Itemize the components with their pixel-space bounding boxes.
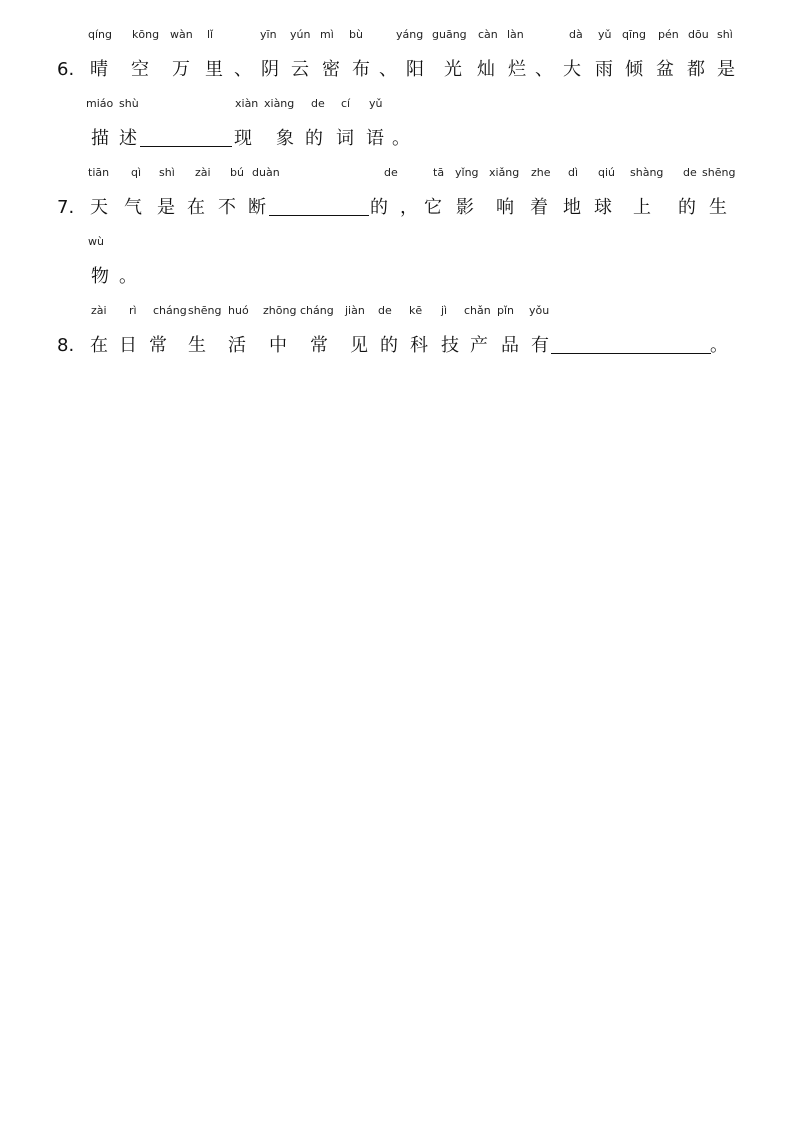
pinyin: qì (131, 166, 142, 179)
char: 象 (276, 128, 294, 149)
char: 、 (535, 59, 553, 80)
char: 着 (530, 197, 548, 218)
question-number: 8. (57, 335, 75, 356)
char: 。 (119, 266, 137, 287)
char: 在 (90, 335, 108, 356)
char: ， (400, 197, 418, 218)
char: 科 (410, 335, 428, 356)
char: 晴 (90, 59, 108, 80)
pinyin: wàn (170, 28, 193, 41)
pinyin-line (0, 304, 794, 320)
char: 是 (157, 197, 175, 218)
char: 生 (188, 335, 206, 356)
pinyin: chǎn (464, 304, 491, 317)
pinyin-line (0, 235, 794, 251)
char: 见 (350, 335, 368, 356)
text-line (0, 126, 794, 152)
pinyin: dà (569, 28, 583, 41)
char: 中 (269, 335, 287, 356)
char: 在 (187, 197, 205, 218)
char: 布 (352, 59, 370, 80)
pinyin: guāng (432, 28, 467, 41)
char: 光 (444, 59, 462, 80)
char: 断 (248, 197, 266, 218)
char: 的 (678, 197, 696, 218)
char: 地 (563, 197, 581, 218)
answer-blank[interactable] (140, 146, 232, 147)
char: 产 (470, 335, 488, 356)
char: 气 (124, 197, 142, 218)
pinyin: yǔ (369, 97, 383, 110)
pinyin: qíng (88, 28, 112, 41)
pinyin: shì (159, 166, 175, 179)
pinyin: làn (507, 28, 524, 41)
char: 大 (563, 59, 581, 80)
pinyin: pǐn (497, 304, 515, 317)
pinyin: de (378, 304, 392, 317)
pinyin: rì (129, 304, 137, 317)
pinyin: yáng (396, 28, 424, 41)
char: 述 (119, 128, 137, 149)
pinyin: shēng (188, 304, 222, 317)
char: 天 (90, 197, 108, 218)
char: 密 (322, 59, 340, 80)
pinyin: yīn (260, 28, 277, 41)
pinyin: shì (717, 28, 733, 41)
char: 都 (687, 59, 705, 80)
pinyin: yún (290, 28, 311, 41)
char: 灿 (477, 59, 495, 80)
text-line (0, 195, 794, 221)
pinyin: pén (658, 28, 679, 41)
char: 是 (717, 59, 735, 80)
char: 不 (218, 197, 236, 218)
pinyin: shù (119, 97, 139, 110)
char: 影 (456, 197, 474, 218)
char: 上 (633, 197, 651, 218)
char: 。 (710, 335, 728, 356)
pinyin: zhōng (263, 304, 297, 317)
char: 品 (501, 335, 519, 356)
pinyin: cí (341, 97, 351, 110)
char: 里 (205, 59, 223, 80)
char: 倾 (625, 59, 643, 80)
char: 日 (119, 335, 137, 356)
char: 盆 (656, 59, 674, 80)
char: 物 (91, 266, 109, 287)
pinyin: shàng (630, 166, 664, 179)
pinyin: cháng (300, 304, 334, 317)
pinyin: de (384, 166, 398, 179)
char: 描 (91, 128, 109, 149)
pinyin: miáo (86, 97, 114, 110)
pinyin: cháng (153, 304, 187, 317)
char: 语 (366, 128, 384, 149)
char: 生 (709, 197, 727, 218)
pinyin: bú (230, 166, 244, 179)
char: 词 (336, 128, 354, 149)
char: 。 (392, 128, 410, 149)
pinyin: xiàng (264, 97, 295, 110)
pinyin: tiān (88, 166, 110, 179)
pinyin: càn (478, 28, 498, 41)
pinyin: dōu (688, 28, 709, 41)
pinyin: jì (441, 304, 448, 317)
pinyin: qīng (622, 28, 646, 41)
char: 有 (531, 335, 549, 356)
text-line (0, 264, 794, 290)
pinyin-line (0, 28, 794, 44)
char: 它 (424, 197, 442, 218)
pinyin: dì (568, 166, 579, 179)
pinyin: yǒu (529, 304, 550, 317)
pinyin: shēng (702, 166, 736, 179)
char: 的 (380, 335, 398, 356)
char: 技 (441, 335, 459, 356)
char: 的 (305, 128, 323, 149)
char: 、 (379, 59, 397, 80)
pinyin: de (311, 97, 325, 110)
pinyin: yǐng (455, 166, 479, 179)
pinyin: qiú (598, 166, 616, 179)
pinyin: mì (320, 28, 334, 41)
pinyin: xiàn (235, 97, 259, 110)
char: 常 (310, 335, 328, 356)
pinyin: jiàn (345, 304, 365, 317)
pinyin: kē (409, 304, 423, 317)
answer-blank[interactable] (551, 353, 711, 354)
text-line (0, 333, 794, 359)
pinyin: bù (349, 28, 363, 41)
pinyin: tā (433, 166, 445, 179)
pinyin: zài (91, 304, 107, 317)
char: 现 (234, 128, 252, 149)
pinyin: zài (195, 166, 211, 179)
answer-blank[interactable] (269, 215, 369, 216)
pinyin-line (0, 97, 794, 113)
char: 活 (228, 335, 246, 356)
char: 烂 (508, 59, 526, 80)
pinyin: zhe (531, 166, 551, 179)
pinyin: de (683, 166, 697, 179)
char: 空 (131, 59, 149, 80)
char: 的 (370, 197, 388, 218)
char: 万 (172, 59, 190, 80)
pinyin: duàn (252, 166, 280, 179)
char: 球 (594, 197, 612, 218)
char: 常 (149, 335, 167, 356)
pinyin: xiǎng (489, 166, 520, 179)
char: 雨 (595, 59, 613, 80)
char: 、 (234, 59, 252, 80)
text-line (0, 57, 794, 83)
question-number: 7. (57, 197, 75, 218)
char: 阴 (261, 59, 279, 80)
pinyin: yǔ (598, 28, 612, 41)
pinyin: lǐ (207, 28, 214, 41)
pinyin: huó (228, 304, 249, 317)
char: 阳 (406, 59, 424, 80)
char: 云 (291, 59, 309, 80)
pinyin: kōng (132, 28, 160, 41)
question-number: 6. (57, 59, 75, 80)
pinyin-line (0, 166, 794, 182)
char: 响 (496, 197, 514, 218)
pinyin: wù (88, 235, 104, 248)
